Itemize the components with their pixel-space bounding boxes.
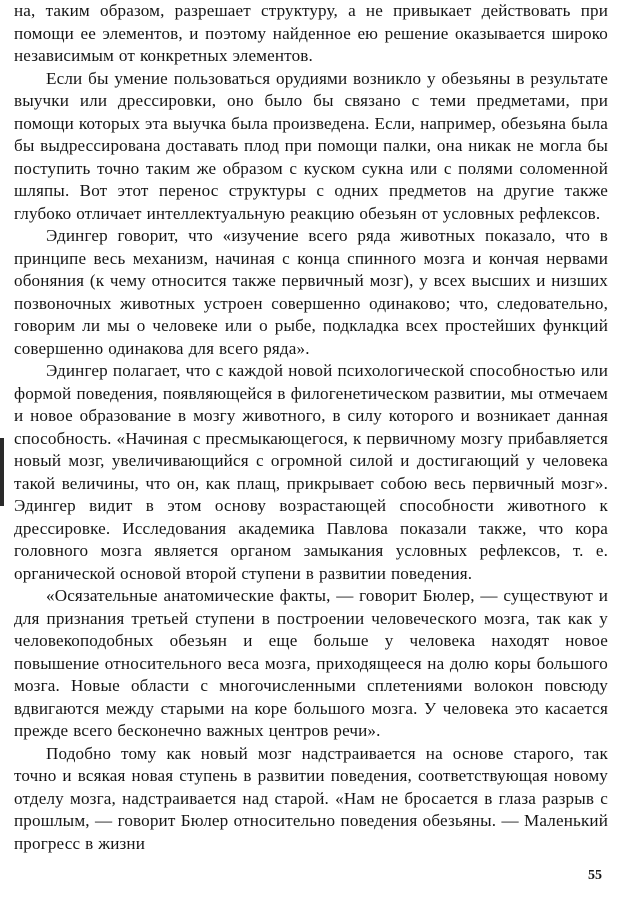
paragraph-continuation: на, таким образом, разрешает структуру, а не привыкает действовать при помощи ее элементов, и поэтому найденное ею решение оказывается широко независимым от конкретных элементов. (14, 1, 608, 65)
paragraph-new-stage: Подобно тому как новый мозг надстраивается на основе старого, так точно и всякая новая ступень в развитии поведения, соответствующая новому отделу мозга, надстраивается над старой. «Нам не бросается в глаза разрыв с прошлым, — говорит Бюлер относительно поведения обезьяны. — Маленький прогресс в жизни (14, 743, 608, 853)
paragraph-tool-use: Если бы умение пользоваться орудиями возникло у обезьяны в результате выучки или дрессировки, оно было бы связано с теми предметами, при помощи которых эта выучка была произведена. Если, например, обезьяна была бы выдрессирована доставать плод при помощи палки, она никак не могла бы поступить точно таким же образом с куском сукна или с полями соломенной шляпы. Вот этот перенос структуры с одних предметов на другие также глубоко отличает интеллектуальную реакцию обезьян от условных рефлексов. (14, 68, 608, 223)
margin-mark (0, 438, 4, 506)
body-text (14, 0, 608, 855)
paragraph-buhler-quote: «Осязательные анатомические факты, — говорит Бюлер, — существуют и для признания третьей ступени в построении человеческого мозга, так как у человекоподобных обезьян и еще больше у человека находят новое повышение относительного веса мозга, приходящееся на долю коры большого мозга. Новые области с многочисленными сплетениями волокон повсюду вдвигаются между старыми на коре большого мозга. У человека это касается прежде всего бесконечно важных центров речи». (14, 586, 608, 740)
paragraph-edinger-quote: Эдингер говорит, что «изучение всего ряда животных показало, что в принципе весь механизм, начиная с конца спинного мозга и кончая нервами обоняния (к чему относится также первичный мозг), у всех высших и низших позвоночных животных устроен совершенно одинаково; что, следовательно, говорим ли мы о человеке или о рыбе, подкладка всех простейших функций совершенно одинакова для всего ряда». (14, 226, 608, 358)
paragraph-edinger-new-brain: Эдингер полагает, что с каждой новой психологической способностью или формой поведения, появляющейся в филогенетическом развитии, мы отмечаем и новое образование в мозгу животного, в силу которого и возникает данная способность. «Начиная с пресмыкающегося, к первичному мозгу прибавляется новый мозг, увеличивающийся с огромной силой и достигающий у человека такой величины, что он, как плащ, прикрывает собою весь первичный мозг». Эдингер видит в этом основу возрастающей способности животного к дрессировке. Исследования академика Павлова показали также, что кора головного мозга является органом замыкания условных рефлексов, т. е. органической основой второй ступени в развитии поведения. (14, 361, 608, 583)
page-number: 55 (588, 868, 602, 883)
